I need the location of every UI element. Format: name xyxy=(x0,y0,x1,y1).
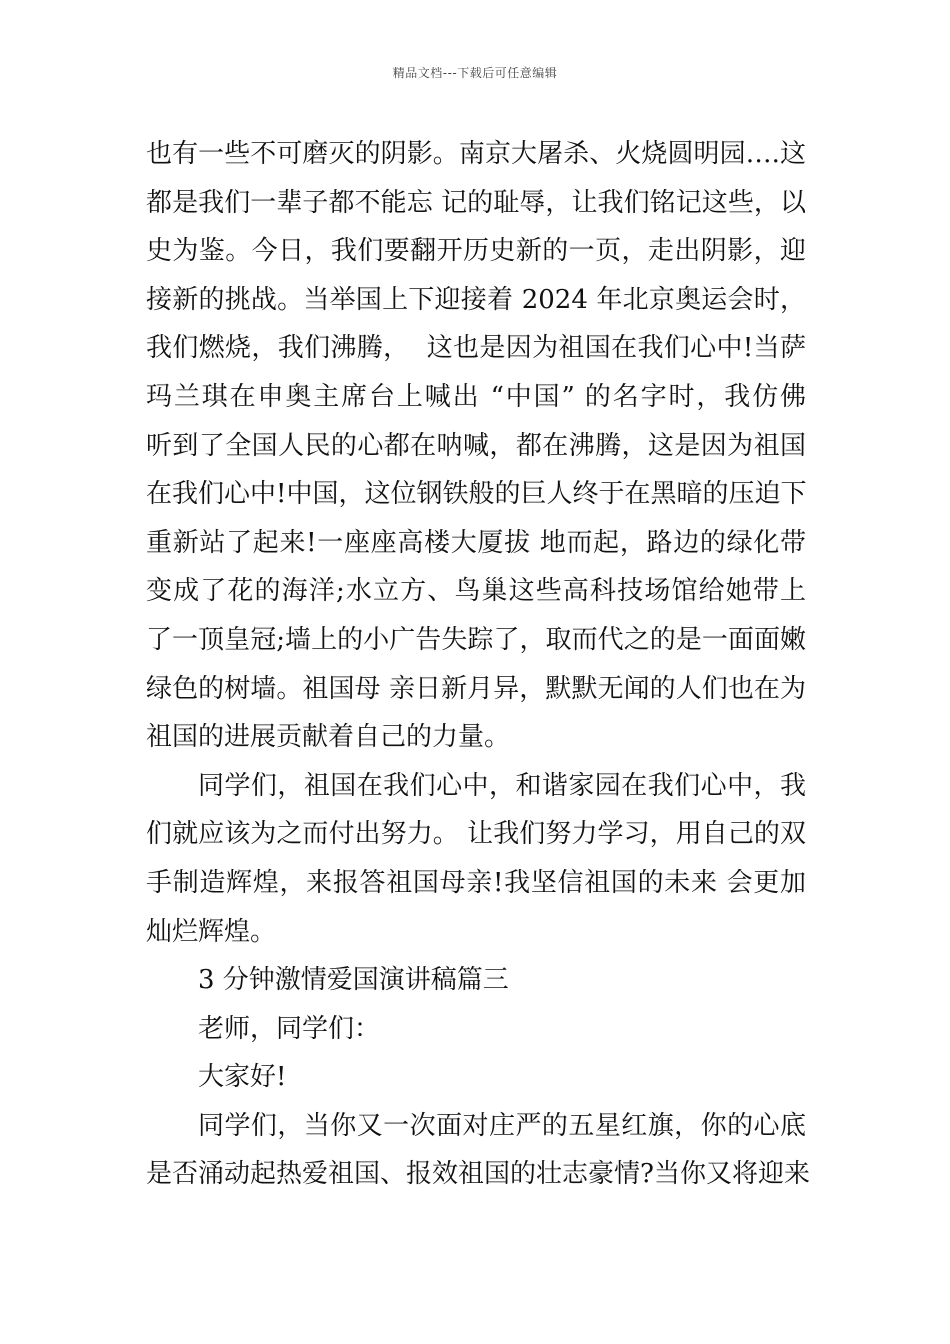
text-line: 同学们，祖国在我们心中，和谐家园在我们心中，我 xyxy=(198,770,806,801)
text-line: 3 分钟激情爱国演讲稿篇三 xyxy=(198,965,509,996)
text-line: 了一顶皇冠;墙上的小广告失踪了，取而代之的是一面面嫩 xyxy=(146,624,806,655)
text-line: 是否涌动起热爱祖国、报效祖国的壮志豪情?当你又将迎来 xyxy=(146,1159,810,1190)
text-line: 大家好! xyxy=(198,1062,287,1093)
text-line: 变成了花的海洋;水立方、鸟巢这些高科技场馆给她带上 xyxy=(146,576,806,607)
salutation xyxy=(146,1005,806,1054)
text-line: 都是我们一辈子都不能忘 记的耻辱，让我们铭记这些，以 xyxy=(146,187,806,218)
text-line: 我们燃烧，我们沸腾， 这也是因为祖国在我们心中!当萨 xyxy=(146,333,806,364)
text-line: 重新站了起来!一座座高楼大厦拔 地而起，路边的绿化带 xyxy=(146,527,806,558)
text-line: 也有一些不可磨灭的阴影。南京大屠杀、火烧圆明园….这 xyxy=(146,139,806,169)
document-body xyxy=(146,130,810,1199)
text-line: 接新的挑战。当举国上下迎接着 2024 年北京奥运会时， xyxy=(146,284,806,315)
text-line: 老师，同学们： xyxy=(198,1013,381,1044)
text-line: 手制造辉煌，来报答祖国母亲!我坚信祖国的未来 会更加 xyxy=(146,867,806,898)
paragraph xyxy=(146,1102,810,1199)
page-header: 精品文档---下载后可任意编辑 xyxy=(392,66,558,80)
paragraph xyxy=(146,762,806,956)
text-line: 同学们，当你又一次面对庄严的五星红旗，你的心底 xyxy=(198,1110,806,1141)
text-line: 们就应该为之而付出努力。 让我们努力学习，用自己的双 xyxy=(146,819,806,850)
section-heading xyxy=(146,956,806,1005)
text-line: 在我们心中!中国，这位钢铁般的巨人终于在黑暗的压迫下 xyxy=(146,479,807,510)
text-line: 史为鉴。今日，我们要翻开历史新的一页，走出阴影，迎 xyxy=(146,236,806,267)
text-line: 祖国的进展贡献着自己的力量。 xyxy=(146,722,511,753)
greeting xyxy=(146,1053,806,1102)
text-line: 玛兰琪在申奥主席台上喊出 “中国” 的名字时，我仿佛 xyxy=(146,381,806,412)
text-line: 听到了全国人民的心都在呐喊，都在沸腾，这是因为祖国 xyxy=(146,430,806,461)
text-line: 灿烂辉煌。 xyxy=(146,916,277,947)
text-line: 绿色的树墙。祖国母 亲日新月异，默默无闻的人们也在为 xyxy=(146,673,806,704)
paragraph xyxy=(146,130,806,762)
